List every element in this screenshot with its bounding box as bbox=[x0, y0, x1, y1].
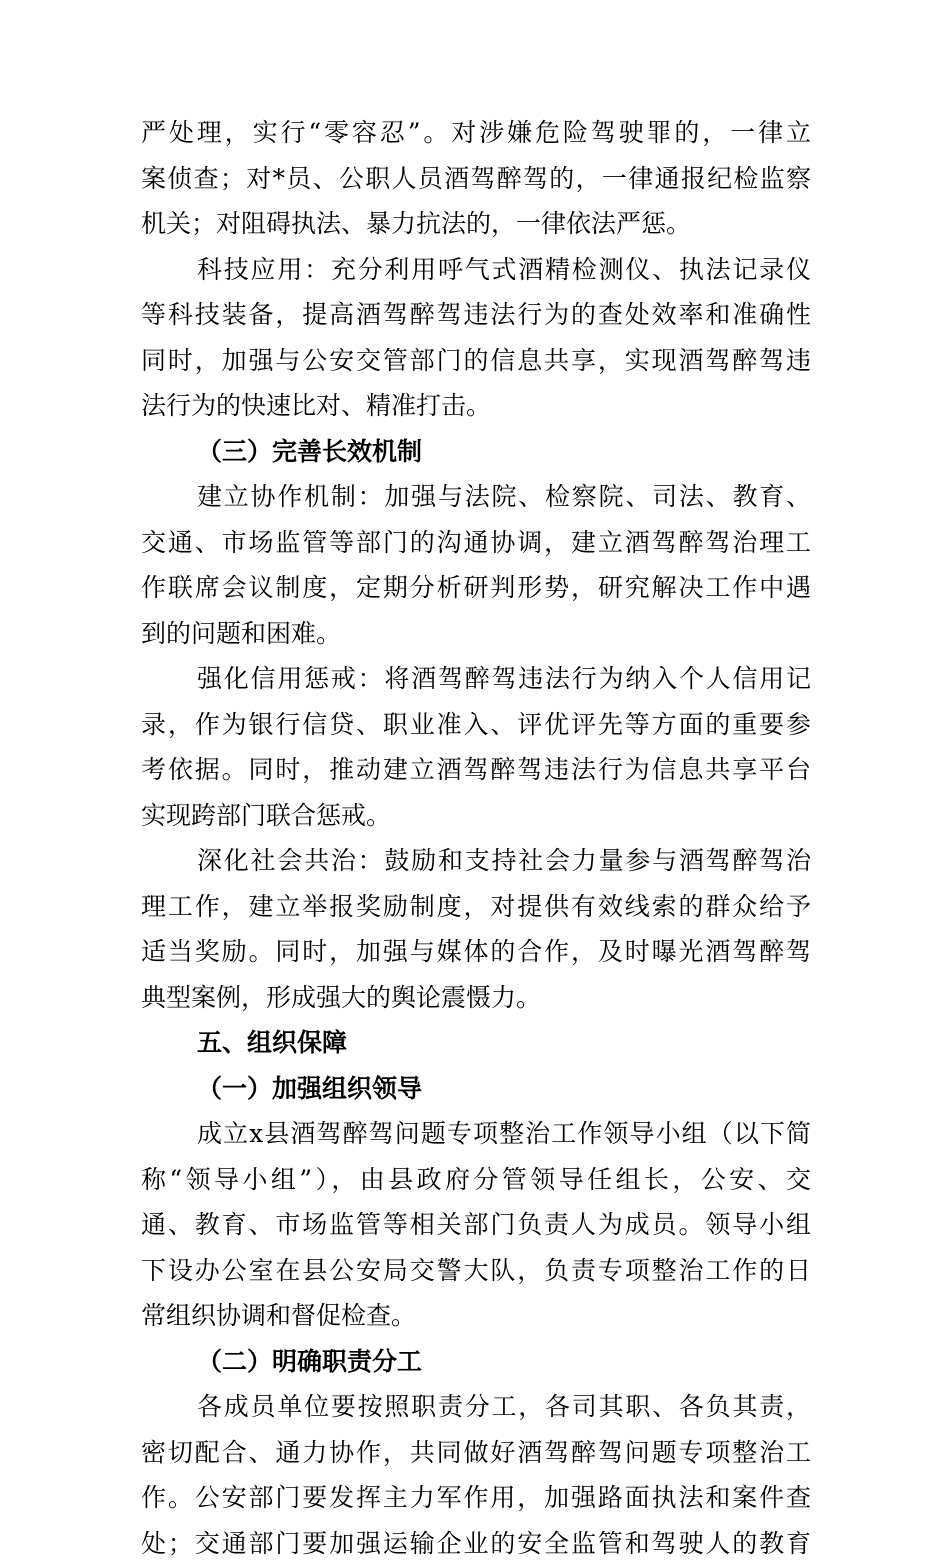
text-line: 实现跨部门联合惩戒。 bbox=[141, 793, 811, 839]
text-line: 称“领导小组”），由县政府分管领导任组长，公安、交 bbox=[141, 1157, 811, 1203]
text-line: 密切配合、通力协作，共同做好酒驾醉驾问题专项整治工 bbox=[141, 1430, 811, 1476]
paragraph-start: 成立x县酒驾醉驾问题专项整治工作领导小组（以下简 bbox=[141, 1111, 811, 1157]
text-line: 机关；对阻碍执法、暴力抗法的，一律依法严惩。 bbox=[141, 201, 811, 247]
paragraph-start: 深化社会共治：鼓励和支持社会力量参与酒驾醉驾治 bbox=[141, 838, 811, 884]
text-line: 法行为的快速比对、精准打击。 bbox=[141, 383, 811, 429]
section-subheading: （一）加强组织领导 bbox=[141, 1066, 811, 1112]
text-line: 作联席会议制度，定期分析研判形势，研究解决工作中遇 bbox=[141, 565, 811, 611]
text-line: 交通、市场监管等部门的沟通协调，建立酒驾醉驾治理工 bbox=[141, 520, 811, 566]
text-line: 录，作为银行信贷、职业准入、评优评先等方面的重要参 bbox=[141, 702, 811, 748]
text-line: 典型案例，形成强大的舆论震慑力。 bbox=[141, 975, 811, 1021]
paragraph-start: 强化信用惩戒：将酒驾醉驾违法行为纳入个人信用记 bbox=[141, 656, 811, 702]
text-line: 到的问题和困难。 bbox=[141, 611, 811, 657]
text-line: 通、教育、市场监管等相关部门负责人为成员。领导小组 bbox=[141, 1202, 811, 1248]
text-line: 常组织协调和督促检查。 bbox=[141, 1293, 811, 1339]
text-line: 下设办公室在县公安局交警大队，负责专项整治工作的日 bbox=[141, 1248, 811, 1294]
paragraph-start: 各成员单位要按照职责分工，各司其职、各负其责， bbox=[141, 1384, 811, 1430]
text-line: 作。公安部门要发挥主力军作用，加强路面执法和案件查 bbox=[141, 1475, 811, 1521]
document-body bbox=[141, 110, 811, 1566]
section-subheading: （三）完善长效机制 bbox=[141, 429, 811, 475]
paragraph-start: 科技应用：充分利用呼气式酒精检测仪、执法记录仪 bbox=[141, 247, 811, 293]
paragraph-start: 建立协作机制：加强与法院、检察院、司法、教育、 bbox=[141, 474, 811, 520]
text-line: 等科技装备，提高酒驾醉驾违法行为的查处效率和准确性 bbox=[141, 292, 811, 338]
text-line: 同时，加强与公安交管部门的信息共享，实现酒驾醉驾违 bbox=[141, 338, 811, 384]
text-line: 适当奖励。同时，加强与媒体的合作，及时曝光酒驾醉驾 bbox=[141, 929, 811, 975]
section-subheading: （二）明确职责分工 bbox=[141, 1339, 811, 1385]
text-line: 考依据。同时，推动建立酒驾醉驾违法行为信息共享平台 bbox=[141, 747, 811, 793]
text-line: 处；交通部门要加强运输企业的安全监管和驾驶人的教育 bbox=[141, 1521, 811, 1566]
text-line: 理工作，建立举报奖励制度，对提供有效线索的群众给予 bbox=[141, 884, 811, 930]
section-heading: 五、组织保障 bbox=[141, 1020, 811, 1066]
text-line: 案侦查；对*员、公职人员酒驾醉驾的，一律通报纪检监察 bbox=[141, 156, 811, 202]
text-line: 严处理，实行“零容忍”。对涉嫌危险驾驶罪的，一律立 bbox=[141, 110, 811, 156]
